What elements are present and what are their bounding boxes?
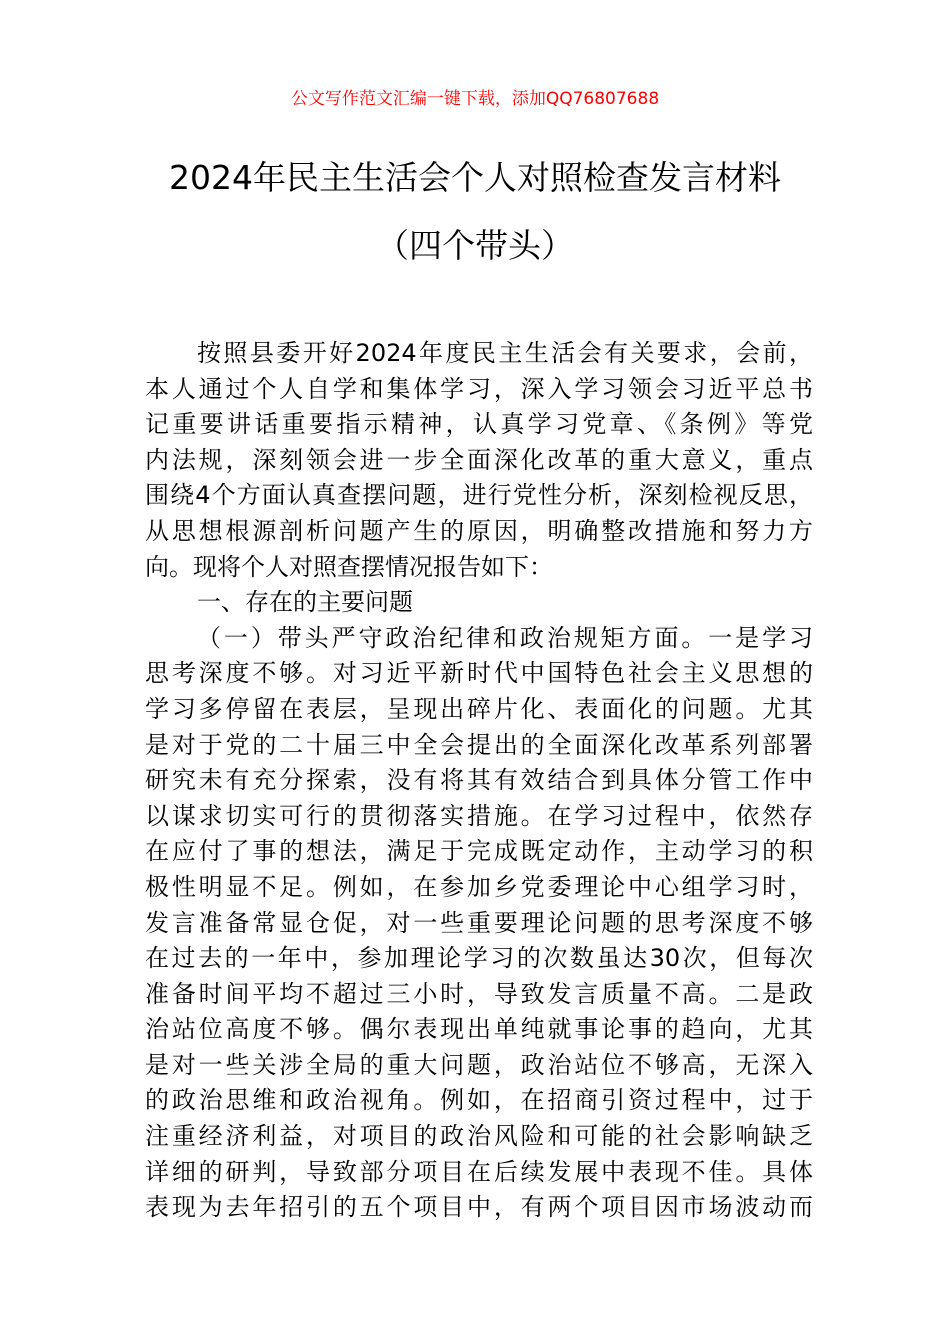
paragraph-line: 是对一些关涉全局的重大问题，政治站位不够高，无深入 [145, 1050, 813, 1079]
section-heading: 一、存在的主要问题 [197, 588, 413, 617]
paragraph-line: 向。现将个人对照查摆情况报告如下： [145, 552, 553, 581]
paragraph-line: 记重要讲话重要指示精神，认真学习党章、《条例》等党 [145, 410, 813, 439]
document-body [145, 336, 813, 1226]
paragraph-line: 思考深度不够。对习近平新时代中国特色社会主义思想的 [145, 659, 813, 688]
paragraph-line: 在应付了事的想法，满足于完成既定动作，主动学习的积 [145, 837, 813, 866]
paragraph-line: 研究未有充分探索，没有将其有效结合到具体分管工作中 [145, 766, 813, 795]
paragraph-line: 治站位高度不够。偶尔表现出单纯就事论事的趋向，尤其 [145, 1015, 813, 1044]
paragraph-line: 本人通过个人自学和集体学习，深入学习领会习近平总书 [145, 374, 813, 403]
paragraph-line: 以谋求切实可行的贯彻落实措施。在学习过程中，依然存 [145, 801, 813, 830]
paragraph-line: 按照县委开好2024年度民主生活会有关要求，会前， [197, 339, 813, 367]
paragraph-line: 详细的研判，导致部分项目在后续发展中表现不佳。具体 [145, 1157, 813, 1186]
paragraph-line: 从思想根源剖析问题产生的原因，明确整改措施和努力方 [145, 516, 813, 545]
document-title: 2024年民主生活会个人对照检查发言材料 [169, 158, 781, 197]
paragraph-line: 在过去的一年中，参加理论学习的次数虽达30次，但每次 [145, 944, 813, 973]
paragraph-line: （一）带头严守政治纪律和政治规矩方面。一是学习 [197, 623, 813, 652]
paragraph-line: 注重经济利益，对项目的政治风险和可能的社会影响缺乏 [145, 1122, 813, 1151]
paragraph-line: 发言准备常显仓促，对一些重要理论问题的思考深度不够 [145, 908, 813, 937]
paragraph-line: 准备时间平均不超过三小时，导致发言质量不高。二是政 [145, 979, 813, 1008]
paragraph-line: 学习多停留在表层，呈现出碎片化、表面化的问题。尤其 [145, 694, 813, 723]
paragraph-line: 极性明显不足。例如，在参加乡党委理论中心组学习时， [145, 872, 813, 901]
download-notice: 公文写作范文汇编一键下载，添加QQ76807688 [290, 89, 660, 109]
paragraph-line: 围绕4个方面认真查摆问题，进行党性分析，深刻检视反思， [145, 481, 813, 510]
document-subtitle: （四个带头） [376, 226, 574, 265]
paragraph-line: 内法规，深刻领会进一步全面深化改革的重大意义，重点 [145, 445, 813, 474]
paragraph-line: 是对于党的二十届三中全会提出的全面深化改革系列部署 [145, 730, 813, 759]
paragraph-line: 表现为去年招引的五个项目中，有两个项目因市场波动而 [145, 1193, 813, 1222]
paragraph-line: 的政治思维和政治视角。例如，在招商引资过程中，过于 [145, 1086, 813, 1115]
